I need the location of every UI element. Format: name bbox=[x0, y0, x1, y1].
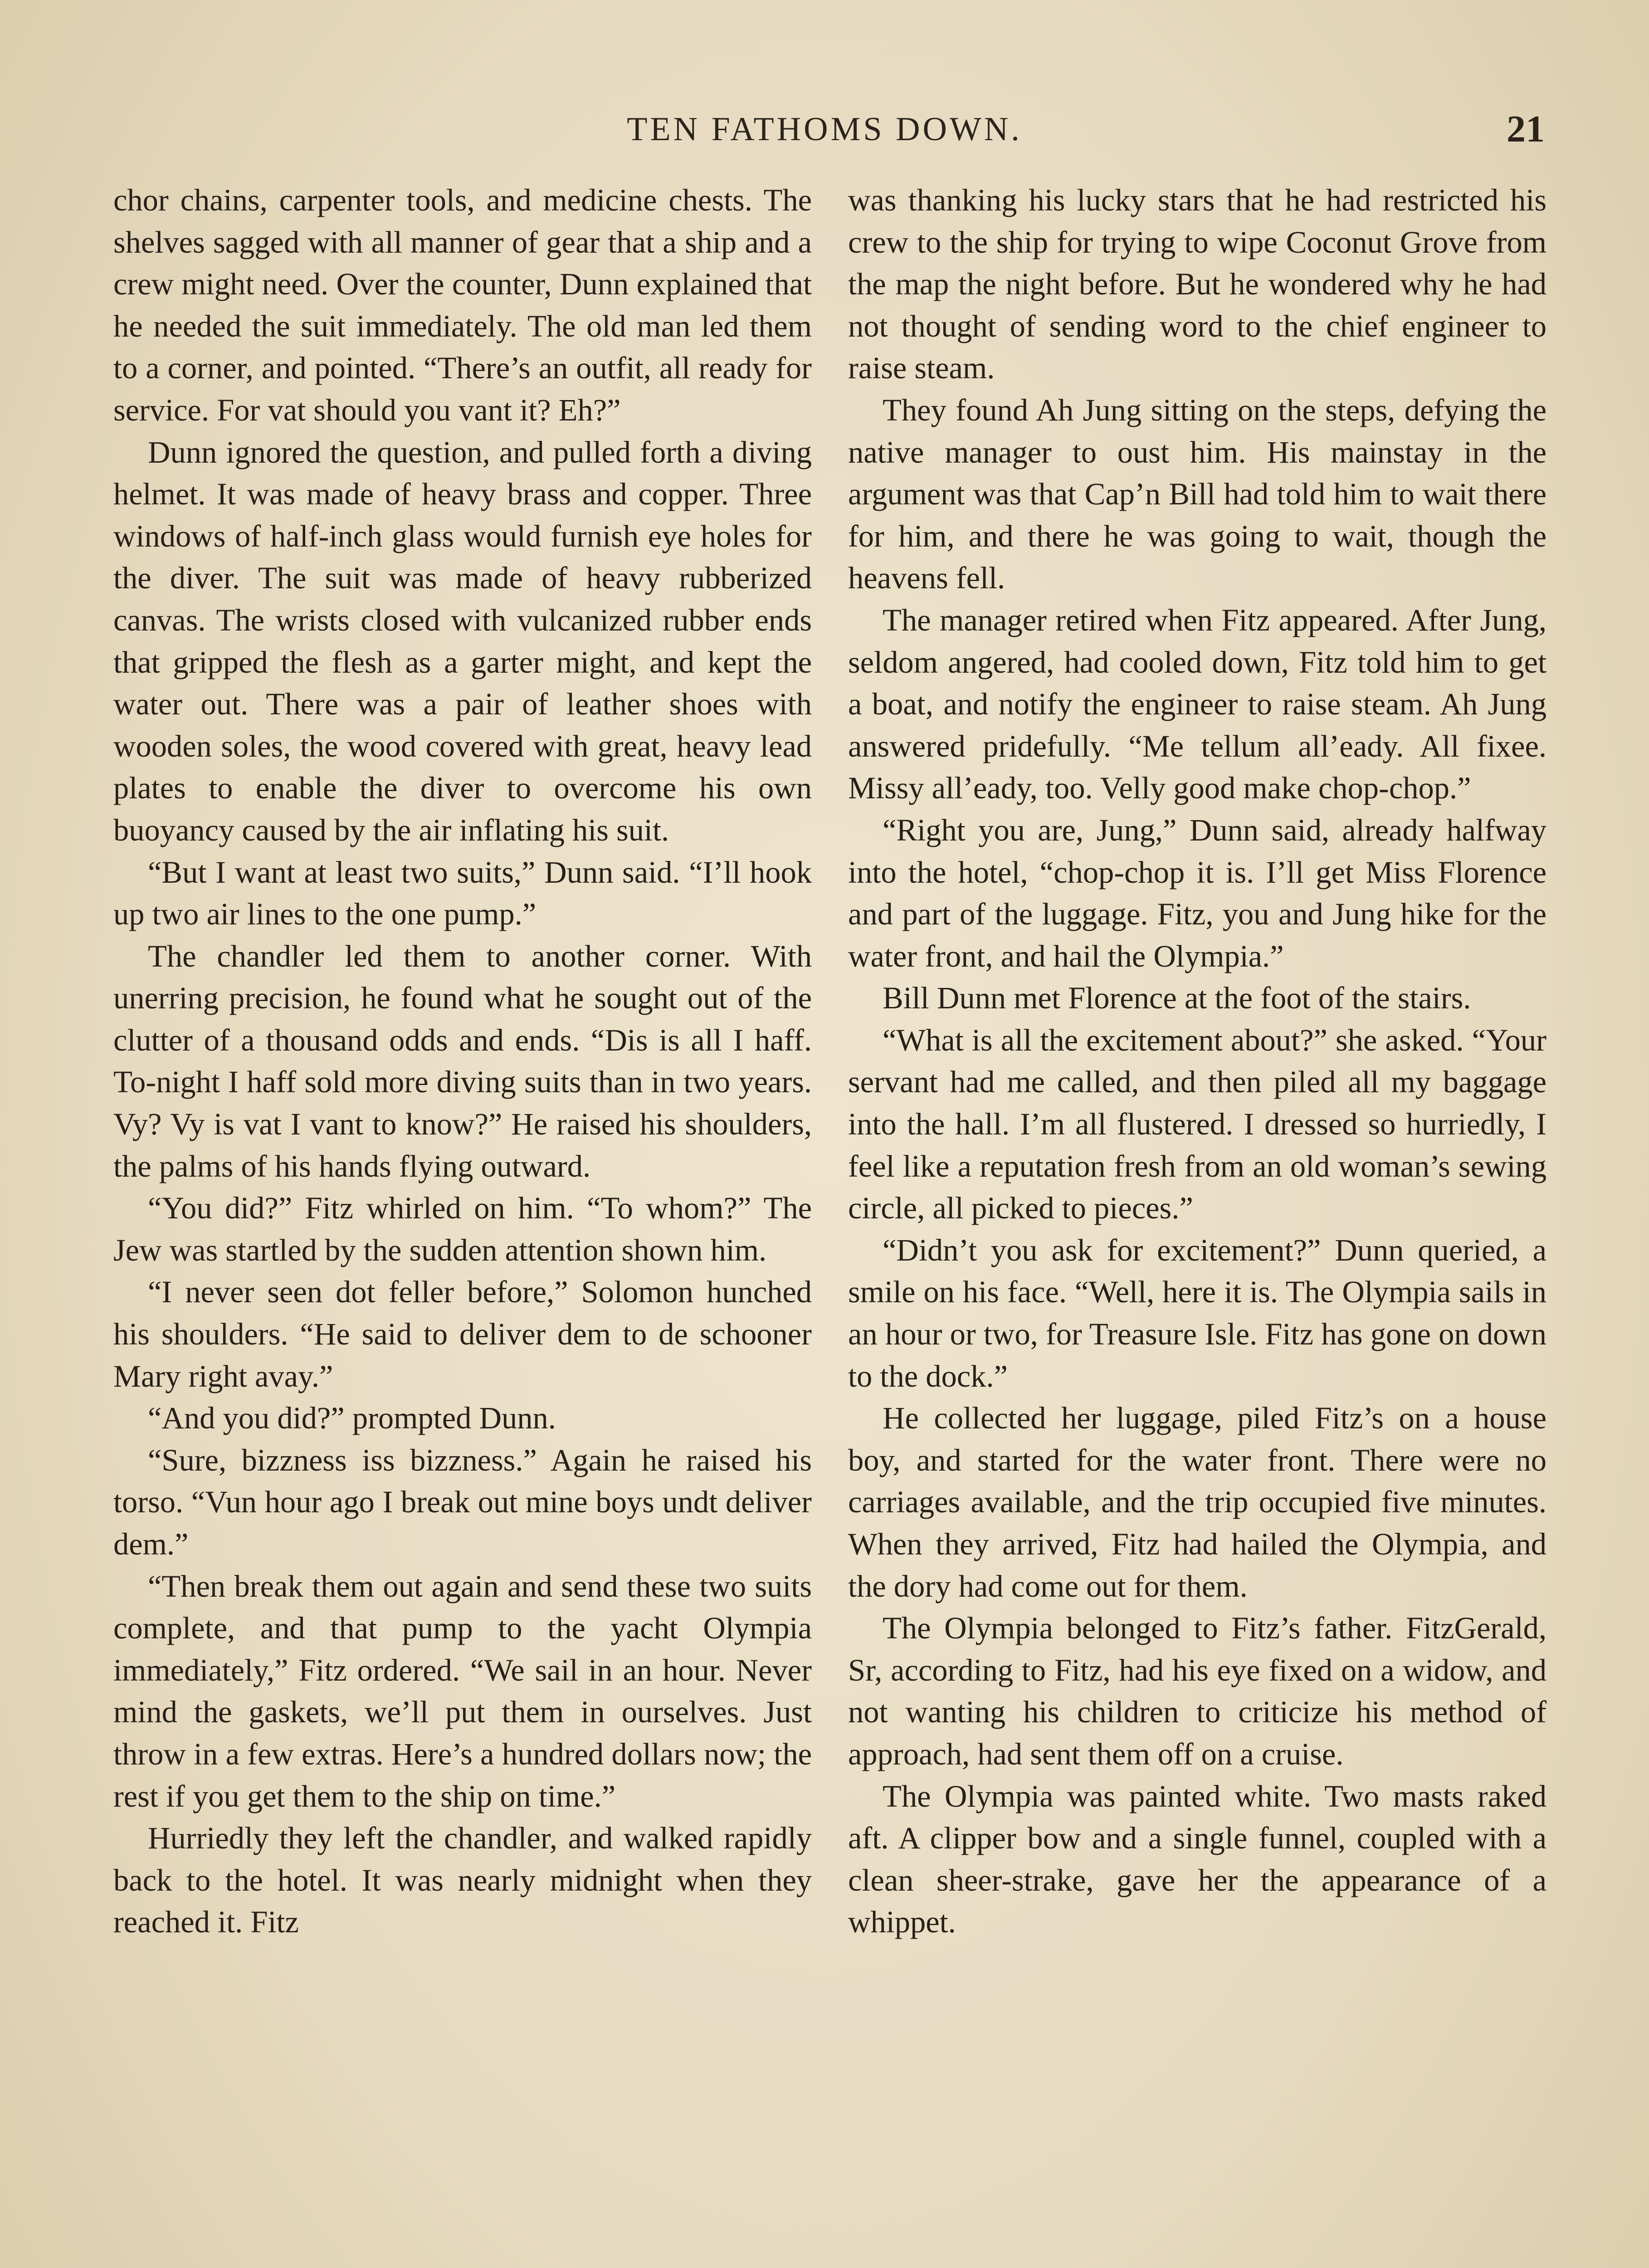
paragraph: “But I want at least two suits,” Dunn said. “I’ll hook up two air lines to the one pump.” bbox=[113, 855, 812, 932]
paragraph: Bill Dunn met Florence at the foot of the stairs. bbox=[883, 981, 1471, 1016]
paragraph: “What is all the excitement about?” she asked. “Your servant had me called, and then piled all my baggage into the hall. I’m all flustered. I dressed so hurriedly, I feel like a reputation fresh from an old woman’s sewing circle, all picked to pieces.” bbox=[848, 1022, 1547, 1226]
paragraph: “And you did?” prompted Dunn. bbox=[148, 1401, 556, 1436]
paragraph: The Olympia was painted white. Two masts raked aft. A clipper bow and a single funnel, coupled with a clean sheer-strake, gave her the appearance of a whippet. bbox=[848, 1779, 1547, 1940]
paragraph: “I never seen dot feller before,” Solomon hunched his shoulders. “He said to deliver dem to de schooner Mary right avay.” bbox=[113, 1275, 812, 1393]
paragraph: He collected her luggage, piled Fitz’s on a house boy, and started for the water front. There were no carriages available, and the trip occupied five minutes. When they arrived, Fitz had hailed the Olympia, and the dory had come out for them. bbox=[848, 1401, 1547, 1603]
left-text-column bbox=[113, 179, 812, 2268]
paragraph: chor chains, carpenter tools, and medicine chests. The shelves sagged with all manner of gear that a ship and a crew might need. Over the counter, Dunn explained that he needed the suit immediately. The old man led them to a corner, and pointed. “There’s an outfit, all ready for service. For vat should you vant it? Eh?” bbox=[113, 183, 812, 427]
paragraph: “Right you are, Jung,” Dunn said, already halfway into the hotel, “chop-chop it is. I’ll get Miss Florence and part of the luggage. Fitz, you and Jung hike for the water front, and hail the Olympia.” bbox=[848, 812, 1547, 973]
paragraph: Hurriedly they left the chandler, and walked rapidly back to the hotel. It was nearly midnight when they reached it. Fitz bbox=[113, 1821, 812, 1940]
page-number: 21 bbox=[1507, 108, 1545, 150]
paragraph: They found Ah Jung sitting on the steps, defying the native manager to oust him. His mainstay in the argument was that Cap’n Bill had told him to wait there for him, and there he was going to wait, though the heavens fell. bbox=[848, 392, 1547, 596]
paragraph: was thanking his lucky stars that he had restricted his crew to the ship for trying to wipe Coconut Grove from the map the night before. But he wondered why he had not thought of sending word to the chief engineer to raise steam. bbox=[848, 183, 1547, 386]
right-text-column bbox=[848, 179, 1547, 2268]
paragraph: The manager retired when Fitz appeared. After Jung, seldom angered, had cooled down, Fitz told him to get a boat, and notify the engineer to raise steam. Ah Jung answered pridefully. “Me tellum all’eady. All fixee. Missy all’eady, too. Velly good make chop-chop.” bbox=[848, 602, 1547, 806]
paragraph: “Then break them out again and send these two suits complete, and that pump to the yacht Olympia immediately,” Fitz ordered. “We sail in an hour. Never mind the gaskets, we’ll put them in ourselves. Just throw in a few extras. Here’s a hundred dollars now; the rest if you get them to the ship on time.” bbox=[113, 1569, 812, 1813]
paragraph: “Didn’t you ask for excitement?” Dunn queried, a smile on his face. “Well, here it is. The Olympia sails in an hour or two, for Treasure Isle. Fitz has gone on down to the dock.” bbox=[848, 1232, 1547, 1393]
running-title: TEN FATHOMS DOWN. bbox=[627, 111, 1022, 148]
paragraph: “You did?” Fitz whirled on him. “To whom?” The Jew was startled by the sudden attention shown him. bbox=[113, 1191, 812, 1267]
paragraph: The chandler led them to another corner. With unerring precision, he found what he sought out of the clutter of a thousand odds and ends. “Dis is all I haff. To-night I haff sold more diving suits than in two years. Vy? Vy is vat I vant to know?” He raised his shoulders, the palms of his hands flying outward. bbox=[113, 938, 812, 1183]
paragraph: “Sure, bizzness iss bizzness.” Again he raised his torso. “Vun hour ago I break out mine boys undt deliver dem.” bbox=[113, 1442, 812, 1561]
paragraph: Dunn ignored the question, and pulled forth a diving helmet. It was made of heavy brass and copper. Three windows of half-inch glass would furnish eye holes for the diver. The suit was made of heavy rubberized canvas. The wrists closed with vulcanized rubber ends that gripped the flesh as a garter might, and kept the water out. There was a pair of leather shoes with wooden soles, the wood covered with great, heavy lead plates to enable the diver to overcome his own buoyancy caused by the air inflating his suit. bbox=[113, 435, 812, 847]
paragraph: The Olympia belonged to Fitz’s father. FitzGerald, Sr, according to Fitz, had his eye fixed on a widow, and not wanting his children to criticize his method of approach, had sent them off on a cruise. bbox=[848, 1611, 1547, 1771]
running-head bbox=[0, 104, 1649, 154]
